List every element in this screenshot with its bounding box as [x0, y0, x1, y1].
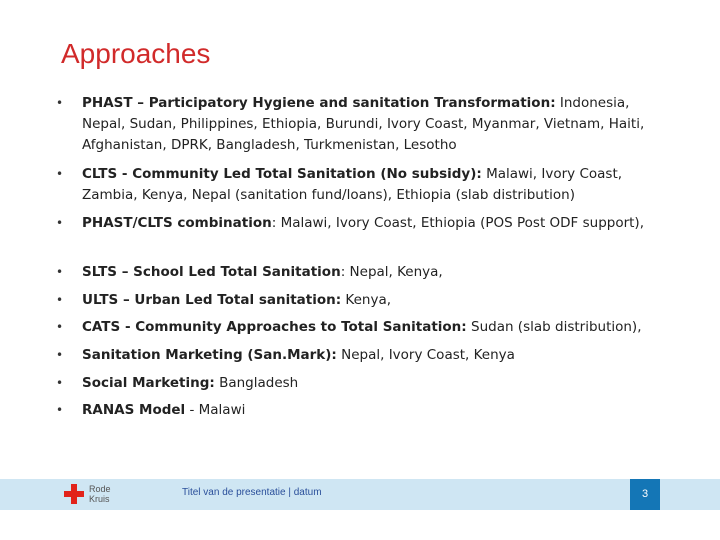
bullet-icon: • [56, 320, 64, 334]
bullet-icon: • [56, 216, 64, 230]
bullet-text [82, 262, 672, 283]
bullet-icon: • [56, 293, 64, 307]
logo-line-2: Kruis [89, 494, 110, 504]
bullet-desc: - Malawi [185, 402, 246, 418]
bullet-text [82, 290, 672, 311]
bullet-term: SLTS – School Led Total Sanitation [82, 264, 341, 280]
bullet-term: CATS - Community Approaches to Total Sanitation: [82, 319, 467, 335]
bullet-desc: Sudan (slab distribution), [466, 319, 642, 335]
bullet-term: PHAST – Participatory Hygiene and sanitation Transformation: [82, 95, 556, 111]
bullet-text [82, 164, 672, 206]
logo-text [89, 484, 111, 504]
bullet-desc: : Malawi, Ivory Coast, Ethiopia (POS Post ODF support), [271, 215, 644, 231]
bullet-term: RANAS Model [82, 402, 186, 418]
bullet-term: CLTS - Community Led Total Sanitation (No subsidy): [82, 166, 482, 182]
bullet-desc: Kenya, [341, 292, 392, 308]
bullet-text [82, 400, 672, 421]
bullet-term: ULTS – Urban Led Total sanitation: [82, 292, 342, 308]
bullet-icon: • [56, 96, 64, 110]
bullet-icon: • [56, 265, 64, 279]
bullet-desc: : Nepal, Kenya, [340, 264, 443, 280]
footer-text: Titel van de presentatie | datum [182, 487, 322, 498]
bullet-desc: Indonesia, Nepal, Sudan, Philippines, Ethiopia, Burundi, Ivory Coast, Myanmar, Vietnam, Haiti, Afghanistan, DPRK, Bangladesh, Turkmenistan, Lesotho [82, 95, 645, 153]
bullet-term: Social Marketing: [82, 375, 215, 391]
red-cross-logo [64, 482, 111, 506]
logo-line-1: Rode [89, 484, 111, 494]
bullet-text [82, 345, 672, 366]
bullet-icon: • [56, 348, 64, 362]
bullet-desc: Nepal, Ivory Coast, Kenya [336, 347, 515, 363]
bullet-text [82, 317, 672, 338]
bullet-text [82, 213, 672, 234]
bullet-text [82, 93, 672, 156]
bullet-text [82, 373, 672, 394]
bullet-icon: • [56, 167, 64, 181]
bullet-term: Sanitation Marketing (San.Mark): [82, 347, 337, 363]
bullet-icon: • [56, 403, 64, 417]
bullet-desc: Bangladesh [214, 375, 299, 391]
bullet-icon: • [56, 376, 64, 390]
red-cross-icon [64, 484, 84, 504]
bullet-desc: Malawi, Ivory Coast, Zambia, Kenya, Nepal (sanitation fund/loans), Ethiopia (slab distribution) [82, 166, 623, 203]
bullet-term: PHAST/CLTS combination [82, 215, 272, 231]
page-number: 3 [630, 479, 660, 510]
slide-title: Approaches [61, 38, 211, 69]
